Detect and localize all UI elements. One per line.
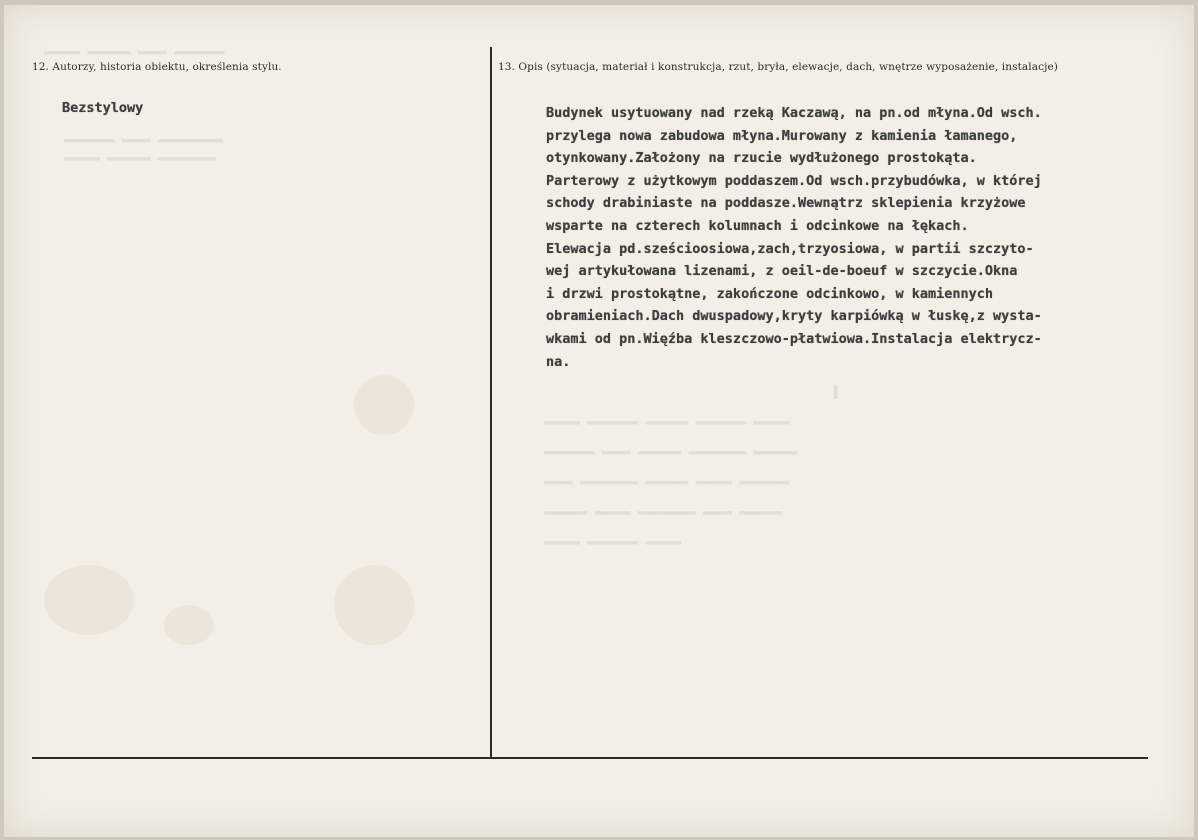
bleed-through-decoration: ▌ xyxy=(834,385,842,399)
description-line: Parterowy z użytkowym poddaszem.Od wsch.przybudówka, w której xyxy=(546,172,1042,189)
paper-stain xyxy=(354,375,414,435)
description-text xyxy=(546,102,1186,373)
bleed-through-decoration: ▬▬▬▬▬▬▬ ▬▬▬▬ ▬▬▬▬▬▬ ▬▬▬▬▬▬▬▬ ▬▬▬▬▬▬ xyxy=(544,445,797,459)
bleed-through-decoration: ▬▬▬▬ ▬▬▬▬▬▬▬▬ ▬▬▬▬▬▬ ▬▬▬▬▬ ▬▬▬▬▬▬▬ xyxy=(544,475,790,489)
bleed-through-decoration: ▬▬▬▬▬▬▬ ▬▬▬▬ ▬▬▬▬▬▬▬▬▬ xyxy=(64,133,223,147)
description-line: schody drabiniaste na poddasze.Wewnątrz sklepienia krzyżowe xyxy=(546,195,1026,212)
style-value: Bezstylowy xyxy=(62,100,144,116)
description-line: na. xyxy=(546,353,571,370)
section-13-label: 13. Opis (sytuacja, materiał i konstrukcja, rzut, bryła, elewacje, dach, wnętrze wyposażenie, instalacje) xyxy=(498,61,1058,73)
description-line: przylega nowa zabudowa młyna.Murowany z kamienia łamanego, xyxy=(546,127,1018,144)
description-line: otynkowany.Założony na rzucie wydłużonego prostokąta. xyxy=(546,150,977,167)
description-line: wej artykułowana lizenami, z oeil-de-boeuf w szczycie.Okna xyxy=(546,263,1018,280)
bleed-through-decoration: ▬▬▬▬▬ ▬▬▬▬▬▬▬ ▬▬▬▬▬▬ ▬▬▬▬▬▬▬ ▬▬▬▬▬ xyxy=(544,415,790,429)
bleed-through-decoration: ▬▬▬▬▬▬ ▬▬▬▬▬ ▬▬▬▬▬▬▬▬ ▬▬▬▬ ▬▬▬▬▬▬ xyxy=(544,505,783,519)
bleed-through-decoration: ▬▬▬▬▬ ▬▬▬▬▬▬▬ ▬▬▬▬▬ xyxy=(544,535,682,549)
paper-stain xyxy=(334,565,414,645)
paper-stain xyxy=(44,565,134,635)
bleed-through-decoration: ▬▬▬▬▬ ▬▬▬▬▬▬ ▬▬▬▬▬▬▬▬ xyxy=(64,151,216,165)
bottom-rule xyxy=(32,757,1148,759)
description-line: wkami od pn.Więźba kleszczowo-płatwiowa.Instalacja elektrycz- xyxy=(546,330,1042,347)
paper-stain xyxy=(164,605,214,645)
description-line: obramieniach.Dach dwuspadowy,kryty karpiówką w łuskę,z wysta- xyxy=(546,308,1042,325)
description-line: i drzwi prostokątne, zakończone odcinkowo, w kamiennych xyxy=(546,285,994,302)
description-line: wsparte na czterech kolumnach i odcinkowe na łękach. xyxy=(546,217,969,234)
section-12-label: 12. Autorzy, historia obiektu, określenia stylu. xyxy=(32,61,282,73)
description-line: Budynek usytuowany nad rzeką Kaczawą, na pn.od młyna.Od wsch. xyxy=(546,105,1042,121)
column-divider xyxy=(490,47,492,758)
bleed-through-decoration: ▬▬▬▬▬ ▬▬▬▬▬▬ ▬▬▬▬ ▬▬▬▬▬▬▬ xyxy=(44,45,225,59)
description-line: Elewacja pd.sześcioosiowa,zach,trzyosiowa, w partii szczyto- xyxy=(546,240,1034,257)
